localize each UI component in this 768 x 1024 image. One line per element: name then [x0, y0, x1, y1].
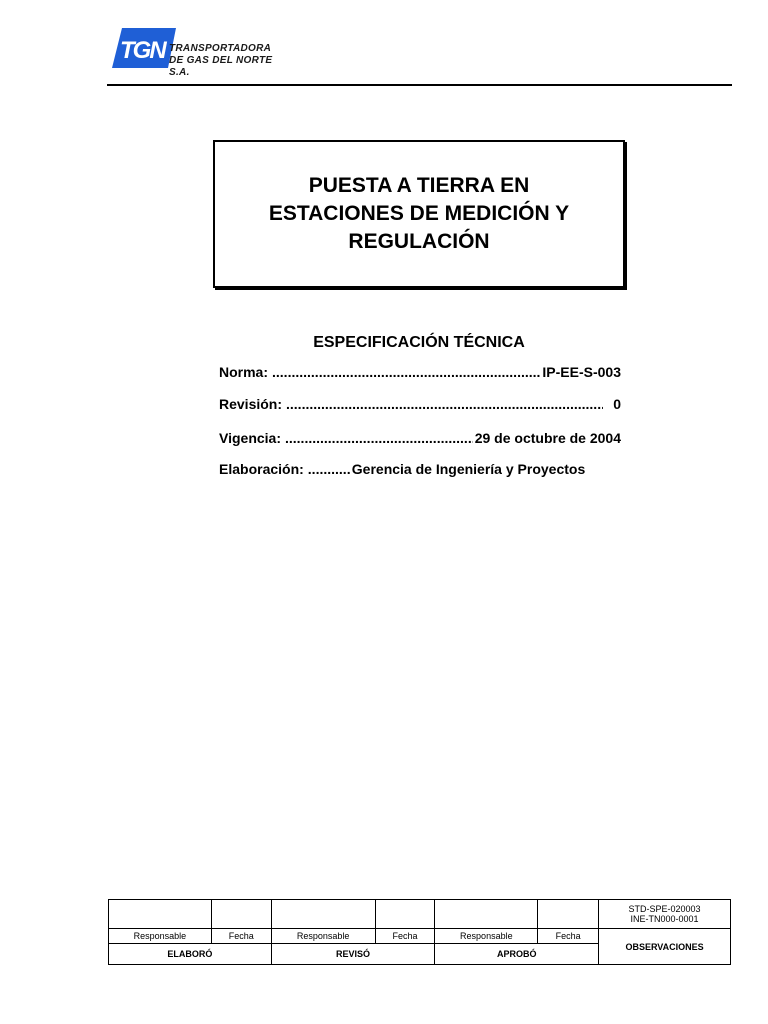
signature-table: [108, 899, 731, 965]
company-logo: [112, 26, 282, 78]
observaciones-label: OBSERVACIONES: [599, 929, 731, 965]
spec-heading: ESPECIFICACIÓN TÉCNICA: [313, 334, 525, 351]
leader-dots: [286, 396, 603, 412]
field-label: Elaboración:: [219, 461, 304, 477]
header-rule: [107, 84, 732, 86]
fecha-label: Fecha: [538, 929, 599, 944]
elaboro-label: ELABORÓ: [109, 944, 272, 965]
leader-dots: [272, 364, 540, 380]
field-elaboracion: [219, 461, 621, 477]
field-value: Gerencia de Ingeniería y Proyectos: [351, 461, 586, 477]
document-code-2: INE-TN000-0001: [630, 914, 699, 924]
fecha-label: Fecha: [211, 929, 271, 944]
reviso-label: REVISÓ: [271, 944, 435, 965]
fecha-label: Fecha: [375, 929, 435, 944]
tgn-logo-icon: [112, 28, 176, 68]
title-line-2: ESTACIONES DE MEDICIÓN Y: [268, 202, 570, 225]
field-label: Norma:: [219, 364, 269, 380]
title-line-1: PUESTA A TIERRA EN: [308, 174, 530, 197]
field-revision: [219, 396, 621, 412]
responsable-label: Responsable: [109, 929, 212, 944]
field-value: 29 de octubre de 2004: [474, 430, 621, 446]
company-name: [169, 43, 282, 79]
aprobo-label: APROBÓ: [435, 944, 599, 965]
field-value: 0: [613, 396, 621, 412]
responsable-label: Responsable: [271, 929, 375, 944]
date-cell: [375, 900, 435, 929]
leader-dots: [308, 461, 350, 477]
company-name-line1: TRANSPORTADORA: [169, 43, 272, 54]
document-codes: [599, 900, 731, 929]
field-norma: [219, 364, 621, 380]
signature-cell: [435, 900, 538, 929]
signature-cell: [271, 900, 375, 929]
field-vigencia: [219, 430, 621, 446]
company-name-line2: DE GAS DEL NORTE S.A.: [169, 55, 273, 78]
responsable-label: Responsable: [435, 929, 538, 944]
field-label: Vigencia:: [219, 430, 281, 446]
date-cell: [538, 900, 599, 929]
signature-cell: [109, 900, 212, 929]
svg-text:TGN: TGN: [120, 37, 165, 64]
field-label: Revisión:: [219, 396, 283, 412]
title-line-3: REGULACIÓN: [348, 230, 490, 253]
title-box: [213, 140, 625, 288]
date-cell: [211, 900, 271, 929]
leader-dots: [285, 430, 473, 446]
document-code-1: STD-SPE-020003: [628, 904, 701, 914]
field-value: IP-EE-S-003: [542, 364, 621, 380]
